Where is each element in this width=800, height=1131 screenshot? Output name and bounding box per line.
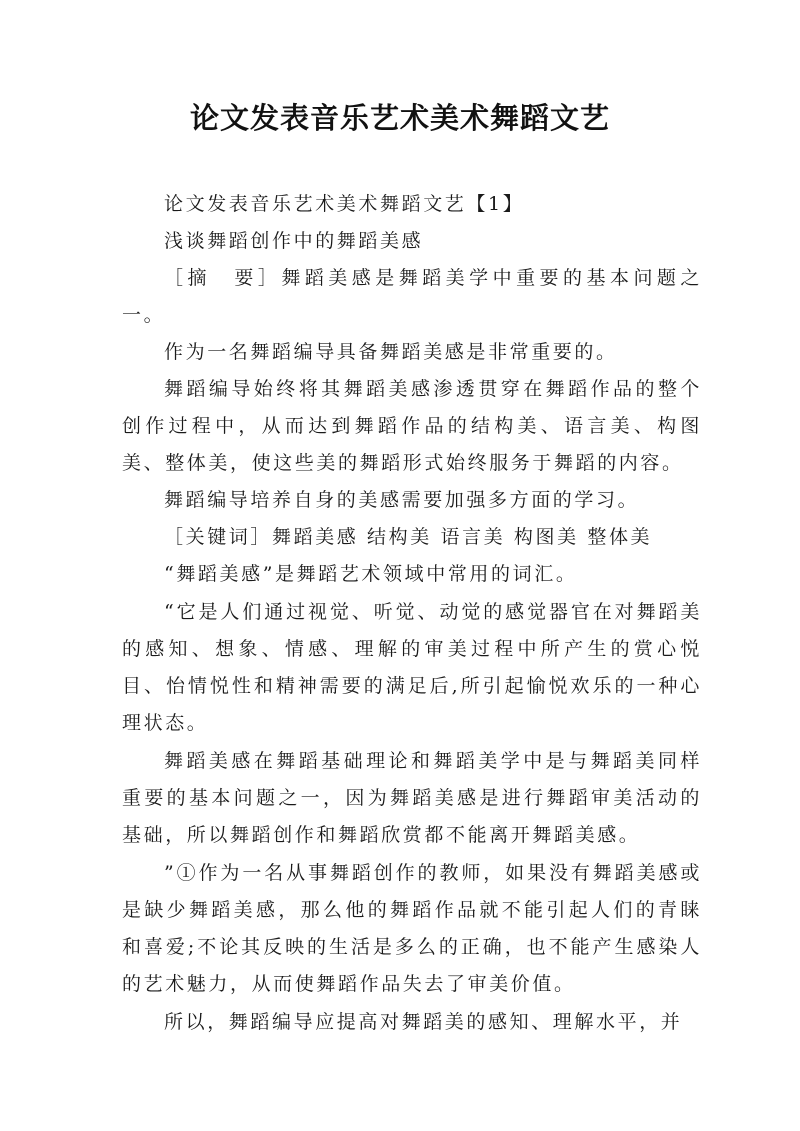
document-title: 论文发表音乐艺术美术舞蹈文艺 bbox=[189, 101, 610, 135]
paragraph-abstract: ［摘 要］舞蹈美感是舞蹈美学中重要的基本问题之一。 bbox=[122, 267, 702, 326]
paragraph-text: 作为一名舞蹈编导具备舞蹈美感是非常重要的。 bbox=[164, 341, 618, 363]
paragraph-keywords: ［关键词］舞蹈美感 结构美 语言美 构图美 整体美 bbox=[164, 526, 653, 548]
paragraph-text: “它是人们通过视觉、听觉、动觉的感觉器官在对舞蹈美的感知、想象、情感、理解的审美过程中所产生的赏心悦目、怡情悦性和精神需要的满足后,所引起愉悦欢乐的一种心理状态。 bbox=[122, 601, 702, 734]
paragraph-article-title: 浅谈舞蹈创作中的舞蹈美感 bbox=[164, 230, 424, 252]
paragraph-text: ”①作为一名从事舞蹈创作的教师，如果没有舞蹈美感或是缺少舞蹈美感，那么他的舞蹈作品就不能引起人们的青睐和喜爱;不论其反映的生活是多么的正确，也不能产生感染人的艺术魅力，从而使舞蹈作品失去了审美价值。 bbox=[122, 862, 702, 995]
paragraph-heading-series: 论文发表音乐艺术美术舞蹈文艺【1】 bbox=[164, 193, 525, 215]
paragraph-text: 舞蹈美感在舞蹈基础理论和舞蹈美学中是与舞蹈美同样重要的基本问题之一，因为舞蹈美感是进行舞蹈审美活动的基础，所以舞蹈创作和舞蹈欣赏都不能离开舞蹈美感。 bbox=[122, 750, 702, 846]
paragraph-text: “舞蹈美感”是舞蹈艺术领域中常用的词汇。 bbox=[164, 563, 578, 585]
paragraph-text: 所以，舞蹈编导应提高对舞蹈美的感知、理解水平，并 bbox=[164, 1011, 683, 1033]
paragraph-text: 舞蹈编导培养自身的美感需要加强多方面的学习。 bbox=[164, 489, 640, 511]
document-body bbox=[122, 186, 702, 1041]
paragraph-text: 舞蹈编导始终将其舞蹈美感渗透贯穿在舞蹈作品的整个创作过程中，从而达到舞蹈作品的结构美、语言美、构图美、整体美，使这些美的舞蹈形式始终服务于舞蹈的内容。 bbox=[122, 378, 702, 474]
